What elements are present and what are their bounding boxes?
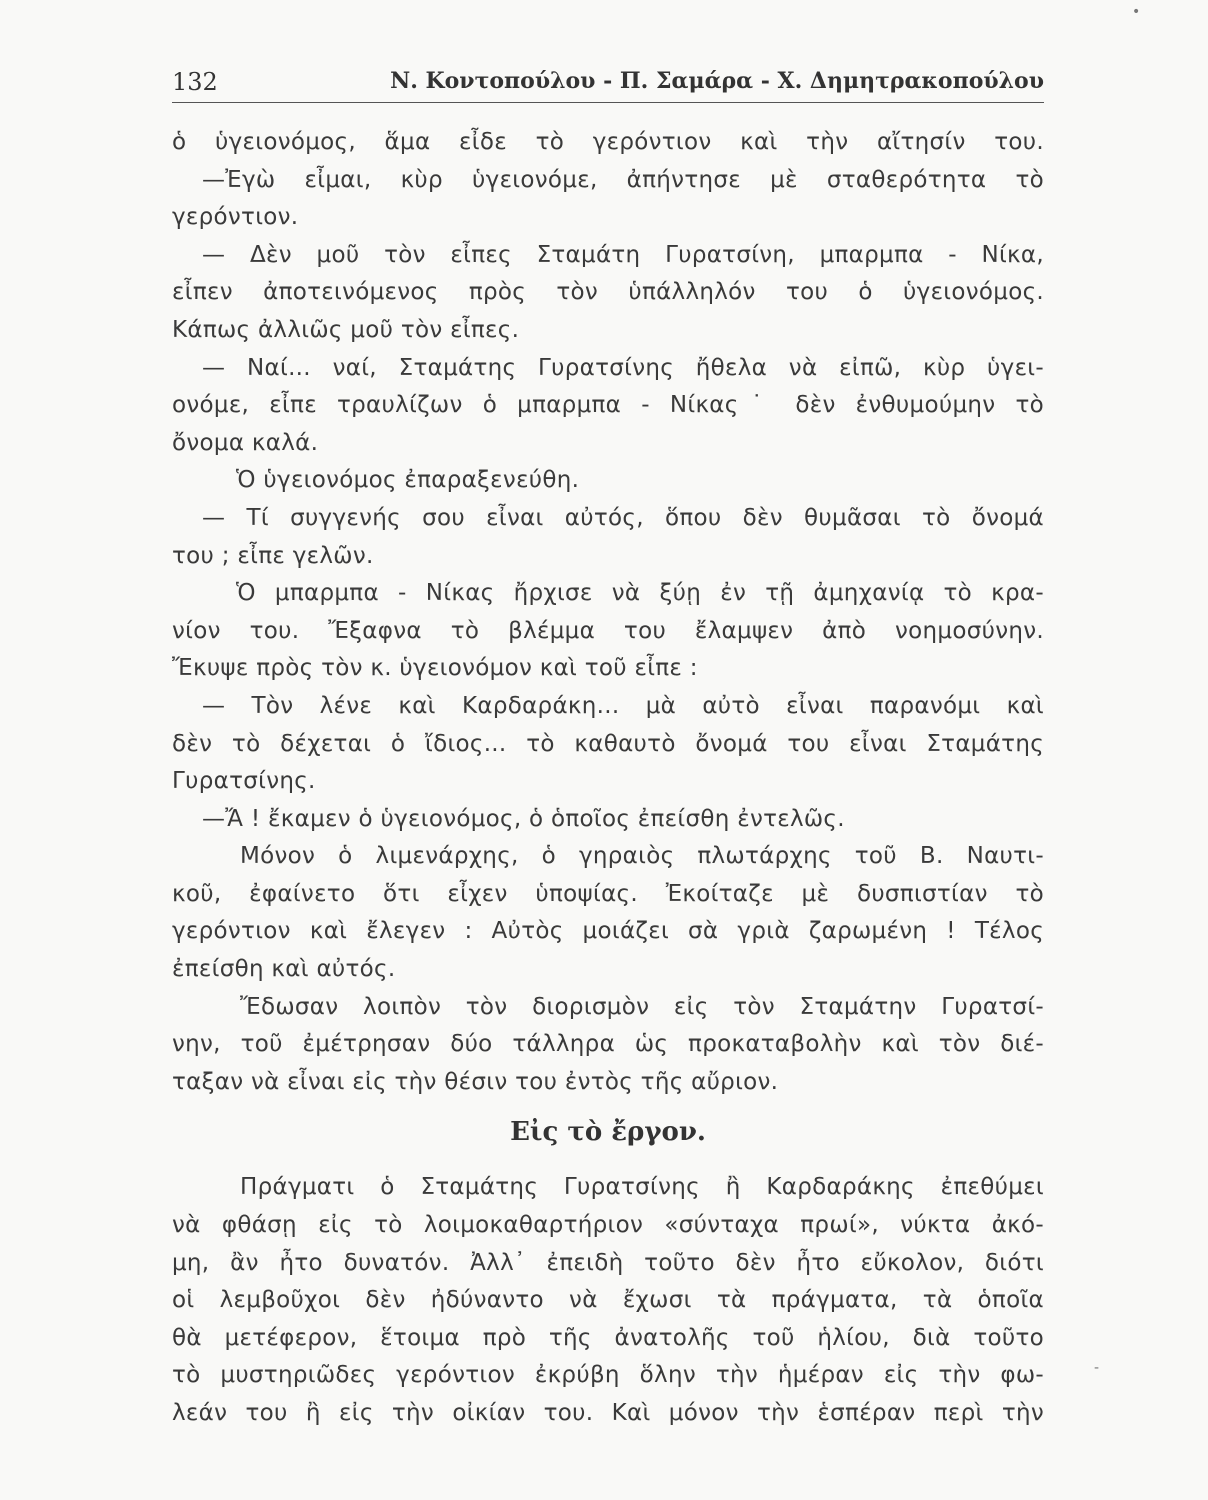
text-line: λεάν του ἢ εἰς τὴν οἰκίαν του. Καὶ μόνον τὴν ἑσπέραν περὶ τὴν: [172, 1400, 1044, 1426]
text-line: ἐπείσθη καὶ αὐτός.: [172, 956, 396, 983]
text-line: νὰ φθάσῃ εἰς τὸ λοιμοκαθαρτήριον «σύνταχα πρωί», νύκτα ἀκό-: [172, 1212, 1044, 1239]
text-line: μη, ἂν ἦτο δυνατόν. Ἀλλ᾿ ἐπειδὴ τοῦτο δὲν ἦτο εὔκολον, διότι: [172, 1249, 1044, 1276]
text-line: οἱ λεμβοῦχοι δὲν ἠδύναντο νὰ ἔχωσι τὰ πράγματα, τὰ ὁποῖα: [172, 1287, 1044, 1314]
text-line: —Ἄ ! ἔκαμεν ὁ ὑγειονόμος, ὁ ὁποῖος ἐπείσθη ἐντελῶς.: [202, 805, 845, 832]
text-line: ὁ ὑγειονόμος, ἅμα εἶδε τὸ γερόντιον καὶ τὴν αἴτησίν του.: [172, 129, 1044, 155]
text-line: Ὁ μπαρμπα - Νίκας ἤρχισε νὰ ξύῃ ἐν τῇ ἀμηχανίᾳ τὸ κρα-: [236, 580, 1044, 607]
margin-speck: -: [1094, 1360, 1100, 1376]
text-line: — Δὲν μοῦ τὸν εἶπες Σταμάτη Γυρατσίνη, μπαρμπα - Νίκα,: [202, 241, 1044, 268]
text-line: κοῦ, ἐφαίνετο ὅτι εἶχεν ὑποψίας. Ἐκοίταζε μὲ δυσπιστίαν τὸ: [172, 880, 1044, 907]
running-head: Ν. Κοντοπούλου - Π. Σαμάρα - Χ. Δημητρακοπούλου: [390, 68, 1044, 94]
text-line: — Τί συγγενής σου εἶναι αὐτός, ὅπου δὲν θυμᾶσαι τὸ ὄνομά: [202, 504, 1044, 531]
text-line: Μόνον ὁ λιμενάρχης, ὁ γηραιὸς πλωτάρχης τοῦ Β. Ναυτι-: [240, 843, 1044, 870]
text-line: ονόμε, εἶπε τραυλίζων ὁ μπαρμπα - Νίκας˙ δὲν ἐνθυμούμην τὸ: [172, 392, 1044, 419]
text-line: του ; εἶπε γελῶν.: [172, 542, 374, 569]
text-line: γερόντιον.: [172, 204, 299, 231]
page-number: 132: [172, 68, 218, 96]
text-line: εἶπεν ἀποτεινόμενος πρὸς τὸν ὑπάλληλόν του ὁ ὑγειονόμος.: [172, 279, 1044, 306]
text-line: ταξαν νὰ εἶναι εἰς τὴν θέσιν του ἐντὸς τῆς αὔριον.: [172, 1068, 779, 1095]
page-header: [172, 62, 1044, 103]
text-line: Ἔδωσαν λοιπὸν τὸν διορισμὸν εἰς τὸν Σταμάτην Γυρατσί-: [240, 993, 1044, 1020]
text-line: Ἔκυψε πρὸς τὸν κ. ὑγειονόμον καὶ τοῦ εἶπε :: [172, 655, 698, 682]
text-line: νην, τοῦ ἐμέτρησαν δύο τάλληρα ὡς προκαταβολὴν καὶ τὸν διέ-: [172, 1031, 1044, 1058]
margin-speck: •: [1132, 4, 1141, 20]
text-line: Πράγματι ὁ Σταμάτης Γυρατσίνης ἢ Καρδαράκης ἐπεθύμει: [240, 1174, 1044, 1201]
text-line: δὲν τὸ δέχεται ὁ ἴδιος... τὸ καθαυτὸ ὄνομά του εἶναι Σταμάτης: [172, 730, 1044, 757]
text-line: — Τὸν λένε καὶ Καρδαράκη... μὰ αὐτὸ εἶναι παρανόμι καὶ: [202, 692, 1044, 719]
body-text: [172, 124, 1044, 1433]
text-line: — Ναί... ναί, Σταμάτης Γυρατσίνης ἤθελα νὰ εἰπῶ, κὺρ ὑγει-: [202, 354, 1044, 381]
text-line: γερόντιον καὶ ἔλεγεν : Αὐτὸς μοιάζει σὰ γριὰ ζαρωμένη ! Τέλος: [172, 918, 1044, 945]
section-heading: Εἰς τὸ ἔργον.: [510, 1117, 706, 1148]
text-line: θὰ μετέφερον, ἕτοιμα πρὸ τῆς ἀνατολῆς τοῦ ἡλίου, διὰ τοῦτο: [172, 1324, 1044, 1351]
text-line: Κάπως ἀλλιῶς μοῦ τὸν εἶπες.: [172, 316, 520, 343]
text-line: Ὁ ὑγειονόμος ἐπαραξενεύθη.: [236, 467, 580, 494]
text-line: —Ἐγὼ εἶμαι, κὺρ ὑγειονόμε, ἀπήντησε μὲ σταθερότητα τὸ: [202, 166, 1044, 193]
text-line: ὄνομα καλά.: [172, 429, 319, 456]
text-line: Γυρατσίνης.: [172, 768, 316, 795]
text-line: τὸ μυστηριῶδες γερόντιον ἐκρύβη ὅλην τὴν ἡμέραν εἰς τὴν φω-: [172, 1362, 1044, 1389]
text-line: νίον του. Ἔξαφνα τὸ βλέμμα του ἔλαμψεν ἀπὸ νοημοσύνην.: [172, 617, 1044, 644]
